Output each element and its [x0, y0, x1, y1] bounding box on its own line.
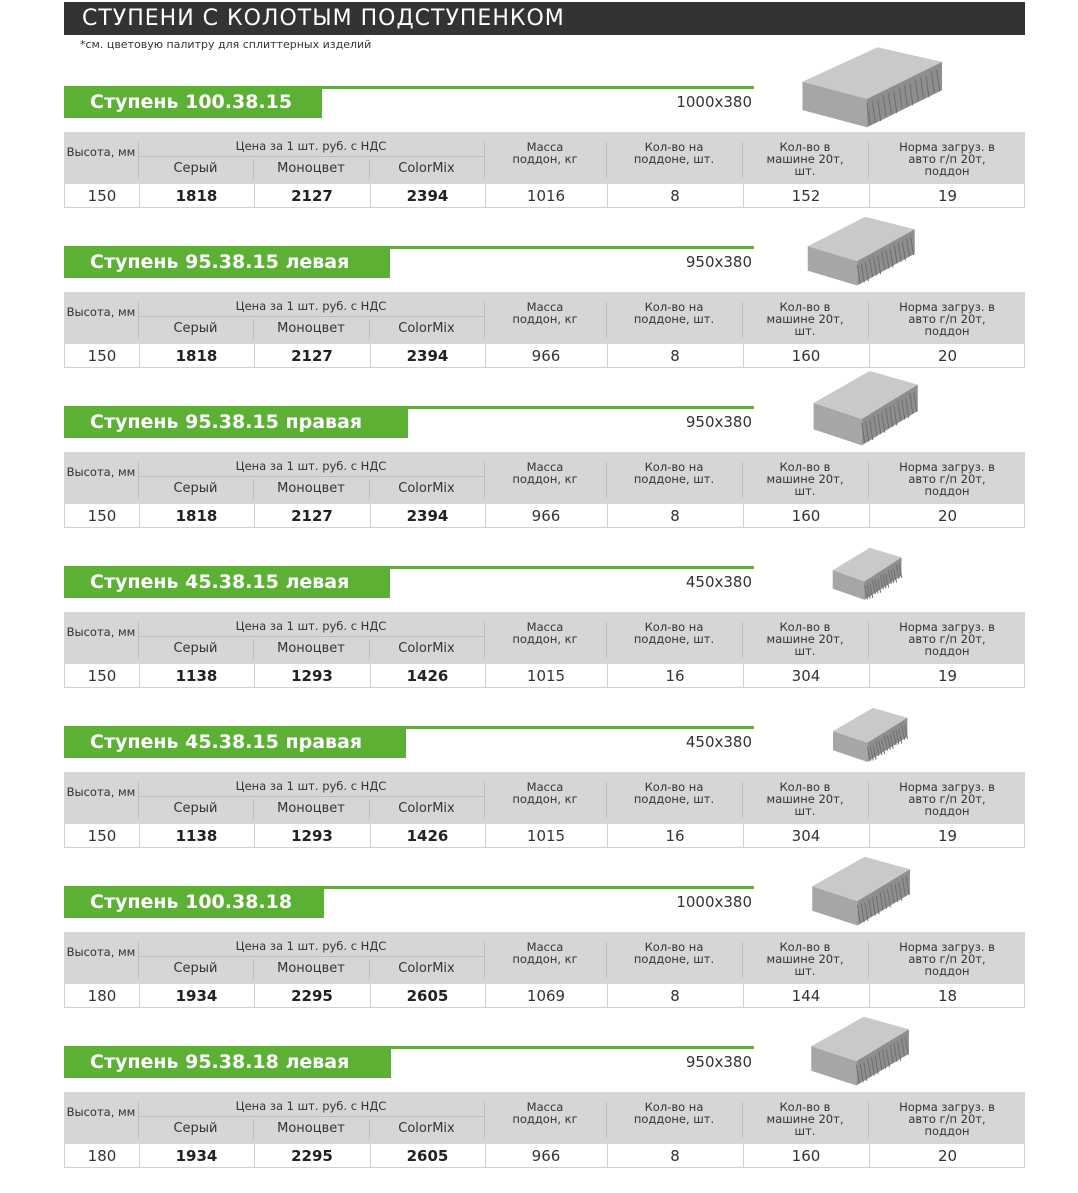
cell-price-gray: 1818 [175, 187, 218, 205]
col-qty-pallet-label: Кол-во на поддоне, шт. [633, 620, 715, 646]
cell-height: 150 [87, 507, 117, 525]
cell-price-gray: 1934 [175, 1147, 218, 1165]
cell-price-colormix: 2394 [406, 507, 449, 525]
table-row [64, 344, 1025, 368]
product-name: Ступень 95.38.18 левая [90, 1051, 350, 1073]
cell-mass: 966 [531, 507, 561, 525]
col-height-label: Высота, мм [66, 945, 136, 959]
cell-price-mono: 2127 [291, 347, 333, 365]
product-name: Ступень 95.38.15 левая [90, 251, 350, 273]
product-name: Ступень 100.38.15 [90, 91, 293, 113]
cell-qty-truck: 304 [791, 827, 821, 845]
col-mono-label: Моноцвет [277, 161, 345, 176]
col-gray-label: Серый [173, 321, 218, 336]
col-qty-truck-label: Кол-во в машине 20т, шт. [766, 940, 844, 978]
product-dimensions: 950х380 [685, 253, 752, 271]
stone-step-image [829, 705, 909, 767]
col-height-label: Высота, мм [66, 625, 136, 639]
col-mass-label: Масса поддон, кг [512, 620, 578, 646]
product-dimensions: 1000х380 [676, 93, 752, 111]
product-dimensions: 950х380 [685, 1053, 752, 1071]
cell-height: 150 [87, 347, 117, 365]
cell-qty-truck: 160 [791, 507, 821, 525]
cell-qty-truck: 160 [791, 347, 821, 365]
cell-mass: 1015 [526, 667, 566, 685]
col-height-label: Высота, мм [66, 1105, 136, 1119]
table-header [64, 1092, 1025, 1144]
cell-norm: 18 [937, 987, 958, 1005]
col-price-label: Цена за 1 шт. руб. с НДС [235, 299, 387, 313]
col-qty-truck-label: Кол-во в машине 20т, шт. [766, 1100, 844, 1138]
cell-mass: 1015 [526, 827, 566, 845]
product-dimensions: 450х380 [685, 573, 752, 591]
col-qty-pallet-label: Кол-во на поддоне, шт. [633, 1100, 715, 1126]
col-colormix-label: ColorMix [398, 481, 455, 496]
col-gray-label: Серый [173, 641, 218, 656]
cell-norm: 19 [937, 187, 958, 205]
cell-price-gray: 1818 [175, 347, 218, 365]
cell-price-colormix: 2394 [406, 187, 449, 205]
col-gray-label: Серый [173, 481, 218, 496]
cell-price-colormix: 1426 [406, 827, 449, 845]
cell-qty-truck: 144 [791, 987, 821, 1005]
cell-height: 150 [87, 667, 117, 685]
col-mass-label: Масса поддон, кг [512, 940, 578, 966]
col-mono-label: Моноцвет [277, 481, 345, 496]
product-title-tab [64, 246, 390, 278]
stone-step-image [829, 545, 903, 605]
product-dimensions: 1000х380 [676, 893, 752, 911]
col-qty-truck-label: Кол-во в машине 20т, шт. [766, 620, 844, 658]
cell-price-mono: 2127 [291, 187, 333, 205]
col-qty-truck-label: Кол-во в машине 20т, шт. [766, 780, 844, 818]
col-norm-label: Норма загруз. в авто г/п 20т, поддон [899, 940, 995, 978]
cell-price-colormix: 2605 [406, 987, 449, 1005]
col-gray-label: Серый [173, 961, 218, 976]
cell-norm: 20 [937, 507, 958, 525]
product-name: Ступень 45.38.15 правая [90, 731, 363, 753]
col-mono-label: Моноцвет [277, 1121, 345, 1136]
table-row [64, 504, 1025, 528]
stone-step-image [808, 367, 920, 451]
col-price-label: Цена за 1 шт. руб. с НДС [235, 619, 387, 633]
product-block [62, 403, 1027, 553]
col-price-label: Цена за 1 шт. руб. с НДС [235, 139, 387, 153]
col-qty-pallet-label: Кол-во на поддоне, шт. [633, 140, 715, 166]
col-colormix-label: ColorMix [398, 321, 455, 336]
palette-note: *см. цветовую палитру для сплиттерных изделий [80, 38, 372, 51]
product-block [62, 883, 1027, 1033]
cell-mass: 1069 [526, 987, 566, 1005]
col-mono-label: Моноцвет [277, 801, 345, 816]
cell-qty-pallet: 16 [665, 827, 685, 845]
product-name: Ступень 95.38.15 правая [90, 411, 363, 433]
cell-price-gray: 1818 [175, 507, 218, 525]
product-title-tab [64, 406, 408, 438]
cell-mass: 1016 [526, 187, 566, 205]
table-row [64, 1144, 1025, 1168]
col-qty-pallet-label: Кол-во на поддоне, шт. [633, 780, 715, 806]
col-norm-label: Норма загруз. в авто г/п 20т, поддон [899, 140, 995, 178]
col-mass-label: Масса поддон, кг [512, 460, 578, 486]
table-row [64, 664, 1025, 688]
stone-step-image [795, 43, 945, 133]
product-block [62, 1043, 1027, 1193]
col-gray-label: Серый [173, 161, 218, 176]
stone-step-image [802, 213, 917, 291]
cell-price-mono: 2127 [291, 507, 333, 525]
table-header [64, 292, 1025, 344]
col-height-label: Высота, мм [66, 145, 136, 159]
col-qty-truck-label: Кол-во в машине 20т, шт. [766, 460, 844, 498]
table-row [64, 184, 1025, 208]
col-price-label: Цена за 1 шт. руб. с НДС [235, 779, 387, 793]
cell-price-colormix: 2394 [406, 347, 449, 365]
col-height-label: Высота, мм [66, 305, 136, 319]
product-block [62, 723, 1027, 873]
product-title-tab [64, 886, 324, 918]
cell-price-gray: 1138 [175, 667, 218, 685]
stone-step-image [807, 853, 912, 931]
cell-mass: 966 [531, 347, 561, 365]
table-row [64, 824, 1025, 848]
col-norm-label: Норма загруз. в авто г/п 20т, поддон [899, 300, 995, 338]
cell-qty-truck: 160 [791, 1147, 821, 1165]
product-title-tab [64, 86, 322, 118]
col-mono-label: Моноцвет [277, 961, 345, 976]
cell-norm: 20 [937, 347, 958, 365]
cell-qty-truck: 152 [791, 187, 821, 205]
product-title-tab [64, 726, 406, 758]
cell-price-mono: 1293 [291, 667, 333, 685]
cell-height: 150 [87, 827, 117, 845]
cell-price-mono: 2295 [291, 987, 333, 1005]
product-block [62, 83, 1027, 233]
col-qty-pallet-label: Кол-во на поддоне, шт. [633, 940, 715, 966]
col-qty-truck-label: Кол-во в машине 20т, шт. [766, 140, 844, 178]
cell-price-gray: 1138 [175, 827, 218, 845]
product-block [62, 563, 1027, 713]
col-mono-label: Моноцвет [277, 321, 345, 336]
col-qty-pallet-label: Кол-во на поддоне, шт. [633, 300, 715, 326]
col-mass-label: Масса поддон, кг [512, 140, 578, 166]
cell-norm: 19 [937, 827, 958, 845]
cell-height: 150 [87, 187, 117, 205]
col-mass-label: Масса поддон, кг [512, 1100, 578, 1126]
product-name: Ступень 100.38.18 [90, 891, 293, 913]
cell-price-mono: 2295 [291, 1147, 333, 1165]
cell-mass: 966 [531, 1147, 561, 1165]
product-title-tab [64, 1046, 391, 1078]
cell-qty-pallet: 8 [670, 347, 680, 365]
col-price-label: Цена за 1 шт. руб. с НДС [235, 939, 387, 953]
col-height-label: Высота, мм [66, 785, 136, 799]
col-colormix-label: ColorMix [398, 1121, 455, 1136]
cell-price-colormix: 2605 [406, 1147, 449, 1165]
col-norm-label: Норма загруз. в авто г/п 20т, поддон [899, 460, 995, 498]
col-colormix-label: ColorMix [398, 801, 455, 816]
cell-qty-pallet: 8 [670, 187, 680, 205]
col-colormix-label: ColorMix [398, 161, 455, 176]
cell-qty-truck: 304 [791, 667, 821, 685]
col-norm-label: Норма загруз. в авто г/п 20т, поддон [899, 780, 995, 818]
col-colormix-label: ColorMix [398, 961, 455, 976]
table-header [64, 612, 1025, 664]
col-colormix-label: ColorMix [398, 641, 455, 656]
cell-height: 180 [87, 1147, 117, 1165]
cell-qty-pallet: 8 [670, 507, 680, 525]
page-header [64, 2, 1025, 35]
cell-qty-pallet: 8 [670, 987, 680, 1005]
table-row [64, 984, 1025, 1008]
cell-norm: 19 [937, 667, 958, 685]
table-header [64, 132, 1025, 184]
col-price-label: Цена за 1 шт. руб. с НДС [235, 459, 387, 473]
col-gray-label: Серый [173, 801, 218, 816]
stone-step-image [806, 1013, 911, 1091]
col-mono-label: Моноцвет [277, 641, 345, 656]
table-header [64, 772, 1025, 824]
cell-height: 180 [87, 987, 117, 1005]
col-qty-truck-label: Кол-во в машине 20т, шт. [766, 300, 844, 338]
product-dimensions: 450х380 [685, 733, 752, 751]
cell-norm: 20 [937, 1147, 958, 1165]
col-norm-label: Норма загруз. в авто г/п 20т, поддон [899, 1100, 995, 1138]
table-header [64, 452, 1025, 504]
table-header [64, 932, 1025, 984]
product-name: Ступень 45.38.15 левая [90, 571, 350, 593]
product-title-tab [64, 566, 390, 598]
col-mass-label: Масса поддон, кг [512, 300, 578, 326]
col-norm-label: Норма загруз. в авто г/п 20т, поддон [899, 620, 995, 658]
cell-price-colormix: 1426 [406, 667, 449, 685]
cell-qty-pallet: 8 [670, 1147, 680, 1165]
col-price-label: Цена за 1 шт. руб. с НДС [235, 1099, 387, 1113]
cell-price-mono: 1293 [291, 827, 333, 845]
product-dimensions: 950х380 [685, 413, 752, 431]
col-height-label: Высота, мм [66, 465, 136, 479]
page-title: СТУПЕНИ С КОЛОТЫМ ПОДСТУПЕНКОМ [82, 6, 565, 31]
cell-qty-pallet: 16 [665, 667, 685, 685]
col-qty-pallet-label: Кол-во на поддоне, шт. [633, 460, 715, 486]
col-mass-label: Масса поддон, кг [512, 780, 578, 806]
col-gray-label: Серый [173, 1121, 218, 1136]
cell-price-gray: 1934 [175, 987, 218, 1005]
